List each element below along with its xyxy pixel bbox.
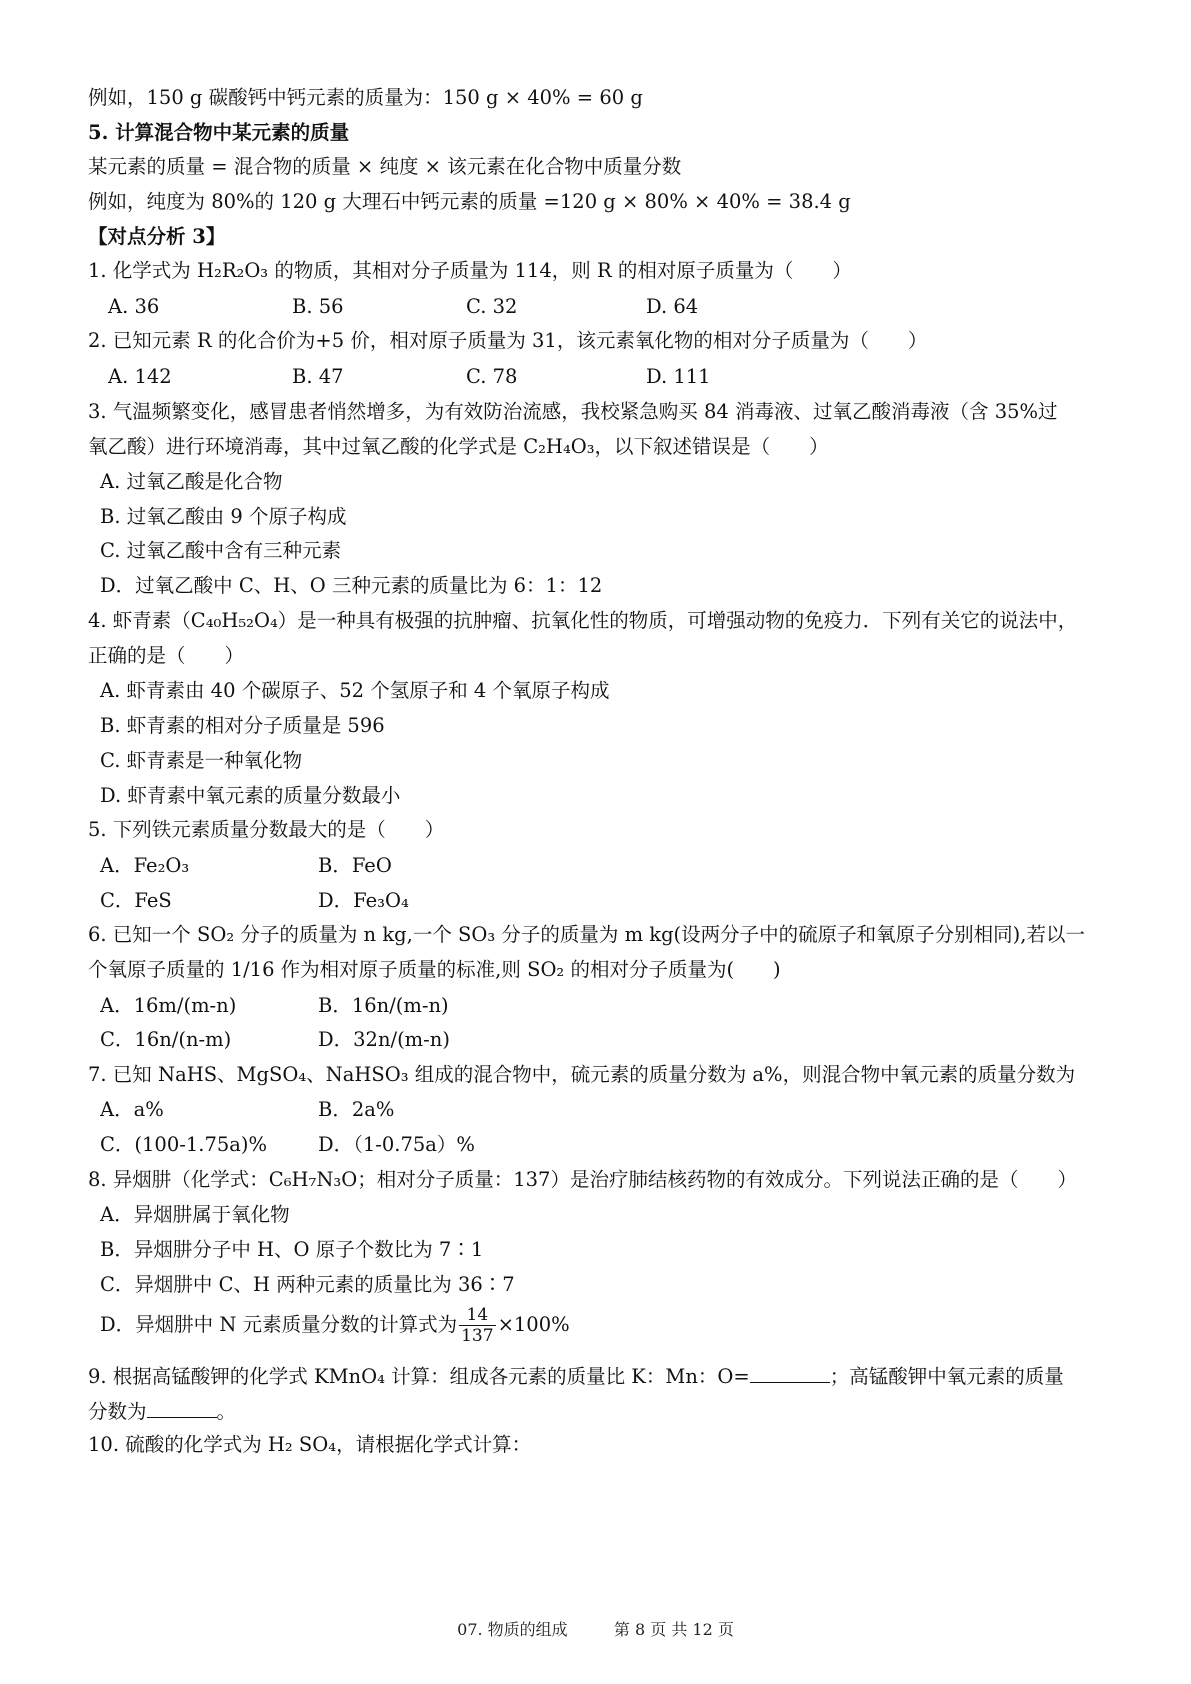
question-2-option-d: D. 111 — [646, 365, 711, 388]
formula-element-mass: 某元素的质量 = 混合物的质量 × 纯度 × 该元素在化合物中质量分数 — [88, 155, 682, 178]
question-1-option-d: D. 64 — [646, 295, 699, 318]
question-7-option-d: D．（1-0.75a）% — [318, 1133, 475, 1156]
question-4-option-d: D. 虾青素中氧元素的质量分数最小 — [100, 784, 401, 807]
question-8-stem: 8. 异烟肼（化学式：C₆H₇N₃O；相对分子质量：137）是治疗肺结核药物的有效成分。下列说法正确的是（ ） — [88, 1168, 1077, 1191]
question-6-option-d: D．32n/(m-n) — [318, 1028, 450, 1051]
example-calcium-carbonate: 例如，150 g 碳酸钙中钙元素的质量为：150 g × 40% = 60 g — [88, 86, 643, 109]
question-4-option-a: A. 虾青素由 40 个碳原子、52 个氢原子和 4 个氧原子构成 — [100, 679, 610, 702]
question-1-option-c: C. 32 — [466, 295, 518, 318]
question-3-stem-line-2: 氧乙酸）进行环境消毒，其中过氧乙酸的化学式是 C₂H₄O₃，以下叙述错误是（ ） — [88, 435, 829, 458]
question-10-stem: 10. 硫酸的化学式为 H₂ SO₄，请根据化学式计算： — [88, 1433, 532, 1456]
question-2-option-a: A. 142 — [108, 365, 172, 388]
question-3-stem-line-1: 3. 气温频繁变化，感冒患者悄然增多，为有效防治流感，我校紧急购买 84 消毒液、过氧乙酸消毒液（含 35%过 — [88, 400, 1058, 423]
question-7-stem: 7. 已知 NaHS、MgSO₄、NaHSO₃ 组成的混合物中，硫元素的质量分数为 a%，则混合物中氧元素的质量分数为 — [88, 1063, 1076, 1086]
analysis-heading: 【对点分析 3】 — [88, 225, 226, 248]
question-1-option-b: B. 56 — [292, 295, 344, 318]
example-marble: 例如，纯度为 80%的 120 g 大理石中钙元素的质量 =120 g × 80% × 40% = 38.4 g — [88, 190, 851, 213]
question-8-option-d-text: D．异烟肼中 N 元素质量分数的计算式为 — [100, 1313, 458, 1336]
question-9-text-a: 9. 根据高锰酸钾的化学式 KMnO₄ 计算：组成各元素的质量比 K：Mn：O= — [88, 1365, 750, 1388]
page-footer — [0, 1618, 1191, 1642]
question-5-option-a: A．Fe₂O₃ — [100, 854, 190, 877]
question-6-stem-line-1: 6. 已知一个 SO₂ 分子的质量为 n kg,一个 SO₃ 分子的质量为 m kg(设两分子中的硫原子和氧原子分别相同),若以一 — [88, 923, 1085, 946]
question-5-option-c: C．FeS — [100, 889, 172, 912]
heading-section-5: 5. 计算混合物中某元素的质量 — [88, 121, 350, 144]
question-4-option-c: C. 虾青素是一种氧化物 — [100, 749, 303, 772]
answer-blank-mass-ratio[interactable] — [750, 1360, 830, 1383]
question-9-text-d: 。 — [216, 1400, 237, 1423]
question-6-option-a: A．16m/(m-n) — [100, 994, 237, 1017]
question-7-option-b: B．2a% — [318, 1098, 395, 1121]
question-9-text-c: 分数为 — [88, 1400, 147, 1423]
question-9-stem-line-1 — [88, 1360, 1118, 1392]
question-1-stem: 1. 化学式为 H₂R₂O₃ 的物质，其相对分子质量为 114，则 R 的相对原子质量为（ ） — [88, 259, 852, 282]
question-8-option-d — [100, 1303, 570, 1347]
question-2-option-c: C. 78 — [466, 365, 518, 388]
question-5-option-b: B．FeO — [318, 854, 392, 877]
question-8-option-d-suffix: ×100% — [497, 1313, 570, 1336]
question-2-stem: 2. 已知元素 R 的化合价为+5 价，相对原子质量为 31，该元素氧化物的相对分子质量为（ ） — [88, 329, 928, 352]
question-4-option-b: B. 虾青素的相对分子质量是 596 — [100, 714, 385, 737]
fraction-numerator: 14 — [459, 1305, 495, 1326]
question-2-option-b: B. 47 — [292, 365, 344, 388]
question-8-option-a: A．异烟肼属于氧化物 — [100, 1203, 290, 1226]
question-7-option-a: A．a% — [100, 1098, 164, 1121]
footer-page-number: 第 8 页 共 12 页 — [613, 1620, 734, 1639]
question-1-option-a: A. 36 — [108, 295, 160, 318]
question-9-stem-line-2 — [88, 1395, 1118, 1427]
question-3-option-d: D．过氧乙酸中 C、H、O 三种元素的质量比为 6：1：12 — [100, 574, 603, 597]
footer-chapter: 07. 物质的组成 — [457, 1620, 568, 1639]
question-3-option-b: B. 过氧乙酸由 9 个原子构成 — [100, 505, 347, 528]
question-8-option-c: C．异烟肼中 C、H 两种元素的质量比为 36∶7 — [100, 1273, 515, 1296]
question-4-stem-line-2: 正确的是（ ） — [88, 644, 245, 667]
fraction-denominator: 137 — [461, 1326, 494, 1346]
question-8-option-b: B．异烟肼分子中 H、O 原子个数比为 7∶1 — [100, 1238, 484, 1261]
question-3-option-c: C. 过氧乙酸中含有三种元素 — [100, 539, 342, 562]
fraction-14-over-137 — [459, 1305, 495, 1346]
answer-blank-oxygen-fraction[interactable] — [147, 1395, 217, 1418]
question-5-stem: 5. 下列铁元素质量分数最大的是（ ） — [88, 818, 445, 841]
question-6-option-c: C．16n/(n-m) — [100, 1028, 232, 1051]
question-6-option-b: B．16n/(m-n) — [318, 994, 449, 1017]
question-3-option-a: A. 过氧乙酸是化合物 — [100, 470, 283, 493]
question-9-text-b: ；高锰酸钾中氧元素的质量 — [829, 1365, 1064, 1388]
question-5-option-d: D．Fe₃O₄ — [318, 889, 409, 912]
question-4-stem-line-1: 4. 虾青素（C₄₀H₅₂O₄）是一种具有极强的抗肿瘤、抗氧化性的物质，可增强动物的免疫力．下列有关它的说法中， — [88, 609, 1078, 632]
question-6-stem-line-2: 个氧原子质量的 1/16 作为相对原子质量的标准,则 SO₂ 的相对分子质量为( ) — [88, 958, 781, 981]
question-7-option-c: C．(100-1.75a)% — [100, 1133, 268, 1156]
